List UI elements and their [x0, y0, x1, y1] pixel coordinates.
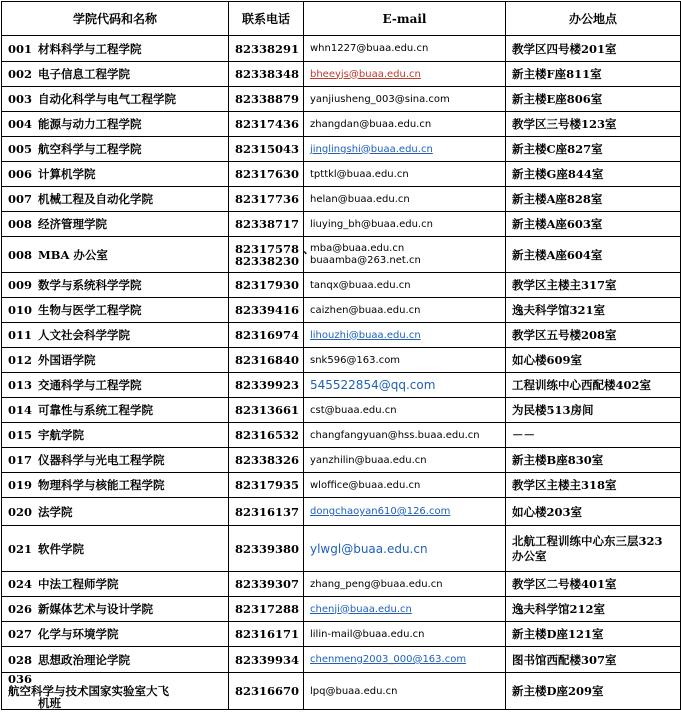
college-cell [2, 187, 229, 212]
phone-cell: 82339923 [229, 373, 304, 398]
table-row [2, 348, 681, 373]
college-code: 010 [8, 303, 33, 317]
address-cell: 逸夫科学馆321室 [506, 298, 681, 323]
email-cell: yanzhilin@buaa.edu.cn [304, 448, 506, 473]
table-row [2, 526, 681, 572]
phone-cell: 82316670 [229, 673, 304, 710]
college-cell [2, 473, 229, 498]
college-code: 028 [8, 652, 33, 667]
phone-cell: 82317630 [229, 162, 304, 187]
college-cell [2, 323, 229, 348]
college-name: 计算机学院 [38, 167, 96, 181]
college-name: MBA 办公室 [38, 247, 108, 262]
college-name: 中法工程师学院 [38, 577, 119, 591]
college-cell [2, 137, 229, 162]
phone-cell: 82316840 [229, 348, 304, 373]
college-cell [2, 273, 229, 298]
college-name: 机械工程及自动化学院 [38, 192, 153, 206]
college-code: 024 [8, 577, 33, 591]
email-cell: whn1227@buaa.edu.cn [304, 36, 506, 62]
college-name: 思想政治理论学院 [38, 652, 130, 667]
address-cell: 工程训练中心西配楼402室 [506, 373, 681, 398]
phone-cell: 82317288 [229, 597, 304, 622]
college-code: 026 [8, 602, 33, 616]
college-name: 法学院 [38, 504, 73, 519]
phone-cell: 82339934 [229, 647, 304, 673]
phone-cell: 82339307 [229, 572, 304, 597]
email-cell: zhangdan@buaa.edu.cn [304, 112, 506, 137]
email-link[interactable]: jinglingshi@buaa.edu.cn [304, 137, 506, 162]
address-cell: 图书馆西配楼307室 [506, 647, 681, 673]
table-row [2, 572, 681, 597]
table-row [2, 498, 681, 526]
email-cell: zhang_peng@buaa.edu.cn [304, 572, 506, 597]
college-name: 新媒体艺术与设计学院 [38, 602, 153, 616]
college-name: 物理科学与核能工程学院 [38, 478, 165, 492]
college-cell [2, 597, 229, 622]
email-cell: helan@buaa.edu.cn [304, 187, 506, 212]
phone-cell [229, 237, 315, 273]
email-cell: tpttkl@buaa.edu.cn [304, 162, 506, 187]
email-link[interactable]: dongchaoyan610@126.com [304, 498, 506, 526]
phone-cell: 82338291 [229, 36, 304, 62]
header-name: 学院代码和名称 [2, 2, 229, 36]
college-name: 数学与系统科学学院 [38, 278, 142, 292]
table-row [2, 473, 681, 498]
address-cell: －－ [506, 423, 681, 448]
email-link[interactable]: 545522854@qq.com [304, 373, 506, 398]
table-row [2, 298, 681, 323]
college-name: 交通科学与工程学院 [38, 378, 142, 392]
table-row [2, 212, 681, 237]
email-cell: snk596@163.com [304, 348, 506, 373]
table-row [2, 112, 681, 137]
phone-line-2: 82338230 [235, 253, 300, 268]
college-code: 014 [8, 403, 33, 417]
phone-cell: 82338348 [229, 62, 304, 87]
address-line: 北航工程训练中心东三层323 [512, 533, 663, 548]
header-email: E-mail [304, 2, 506, 36]
college-cell [2, 237, 229, 273]
address-cell: 如心楼609室 [506, 348, 681, 373]
email-cell: tanqx@buaa.edu.cn [304, 273, 506, 298]
phone-cell: 82317930 [229, 273, 304, 298]
address-line-2: 办公室 [512, 548, 547, 563]
address-cell: 教学区主楼主318室 [506, 473, 681, 498]
college-name-cont: 机班 [38, 696, 61, 710]
college-cell [2, 622, 229, 647]
college-code: 001 [8, 41, 33, 56]
college-code: 015 [8, 428, 33, 442]
college-code: 012 [8, 353, 33, 367]
address-cell: 教学区二号楼401室 [506, 572, 681, 597]
college-code: 020 [8, 504, 33, 519]
college-name: 可靠性与系统工程学院 [38, 403, 153, 417]
phone-cell: 82316137 [229, 498, 304, 526]
phone-cell: 82338717 [229, 212, 304, 237]
college-code: 009 [8, 278, 33, 292]
address-cell: 教学区四号楼201室 [506, 36, 681, 62]
email-line: mba@buaa.edu.cn [310, 242, 405, 254]
address-cell: 逸夫科学馆212室 [506, 597, 681, 622]
college-code: 008 [8, 247, 33, 262]
college-name: 经济管理学院 [38, 217, 107, 231]
address-cell: 新主楼A座603室 [506, 212, 681, 237]
email-cell: lilin-mail@buaa.edu.cn [304, 622, 506, 647]
email-cell: caizhen@buaa.edu.cn [304, 298, 506, 323]
college-cell [2, 647, 229, 673]
college-code: 011 [8, 328, 33, 342]
table-row [2, 398, 681, 423]
college-code: 027 [8, 627, 33, 641]
email-cell: cst@buaa.edu.cn [304, 398, 506, 423]
college-name: 人文社会科学学院 [38, 328, 130, 342]
address-cell: 新主楼A座604室 [506, 237, 681, 273]
college-cell [2, 348, 229, 373]
phone-cell: 82338879 [229, 87, 304, 112]
college-cell [2, 62, 229, 87]
header-address: 办公地点 [506, 2, 681, 36]
table-row [2, 647, 681, 673]
college-code: 006 [8, 167, 33, 181]
header-phone: 联系电话 [229, 2, 304, 36]
table-row [2, 373, 681, 398]
college-cell [2, 212, 229, 237]
address-cell [506, 526, 681, 572]
college-cell [2, 498, 229, 526]
email-cell: wloffice@buaa.edu.cn [304, 473, 506, 498]
college-name-line [8, 673, 222, 697]
phone-cell: 82316171 [229, 622, 304, 647]
address-cell: 教学区三号楼123室 [506, 112, 681, 137]
college-name: 自动化科学与电气工程学院 [38, 92, 176, 106]
college-name-line-2 [8, 697, 222, 709]
email-cell: yanjiusheng_003@sina.com [304, 87, 506, 112]
college-code: 036 [8, 672, 33, 686]
address-cell: 新主楼B座830室 [506, 448, 681, 473]
college-name: 航空科学与工程学院 [38, 142, 142, 156]
address-cell: 为民楼513房间 [506, 398, 681, 423]
phone-cell: 82315043 [229, 137, 304, 162]
address-cell: 新主楼D座209室 [506, 673, 681, 710]
header-row [2, 2, 681, 36]
address-cell: 新主楼A座828室 [506, 187, 681, 212]
table-row [2, 187, 681, 212]
college-name: 航空科学与技术国家实验室大飞 [8, 684, 169, 698]
address-cell: 新主楼F座811室 [506, 62, 681, 87]
college-code: 017 [8, 453, 33, 467]
college-cell [2, 526, 229, 572]
college-cell [2, 572, 229, 597]
phone-cell: 82313661 [229, 398, 304, 423]
address-cell: 教学区五号楼208室 [506, 323, 681, 348]
phone-cell: 82316532 [229, 423, 304, 448]
table-row [2, 273, 681, 298]
email-link[interactable]: lihouzhi@buaa.edu.cn [304, 323, 506, 348]
table-row [2, 597, 681, 622]
college-code: 008 [8, 217, 33, 231]
contact-table [1, 1, 681, 710]
college-code: 021 [8, 541, 33, 556]
email-link[interactable]: bheeyjs@buaa.edu.cn [304, 62, 506, 87]
email-cell: lpq@buaa.edu.cn [304, 673, 506, 710]
phone-cell: 82338326 [229, 448, 304, 473]
address-cell: 新主楼E座806室 [506, 87, 681, 112]
address-cell: 新主楼C座827室 [506, 137, 681, 162]
table-row [2, 323, 681, 348]
phone-cell: 82339380 [229, 526, 304, 572]
college-code: 005 [8, 142, 33, 156]
college-cell [2, 673, 229, 710]
email-link[interactable]: ylwgl@buaa.edu.cn [304, 526, 506, 572]
college-cell [2, 87, 229, 112]
phone-cell: 82317736 [229, 187, 304, 212]
college-code: 007 [8, 192, 33, 206]
college-cell [2, 112, 229, 137]
table-row [2, 162, 681, 187]
table-row [2, 137, 681, 162]
college-name: 宇航学院 [38, 428, 84, 442]
phone-cell: 82316974 [229, 323, 304, 348]
table-row [2, 423, 681, 448]
college-name: 能源与动力工程学院 [38, 117, 142, 131]
college-cell [2, 162, 229, 187]
college-code: 002 [8, 67, 33, 81]
phone-cell: 82339416 [229, 298, 304, 323]
college-code: 019 [8, 478, 33, 492]
college-name: 电子信息工程学院 [38, 67, 130, 81]
table-row [2, 36, 681, 62]
college-cell [2, 298, 229, 323]
college-cell [2, 448, 229, 473]
phone-cell: 82317935 [229, 473, 304, 498]
college-code: 013 [8, 378, 33, 392]
email-cell [304, 237, 506, 273]
address-cell: 如心楼203室 [506, 498, 681, 526]
college-name: 软件学院 [38, 541, 84, 556]
college-cell [2, 423, 229, 448]
college-cell [2, 373, 229, 398]
phone-cell: 82317436 [229, 112, 304, 137]
phone-line: 82317578 、 [235, 241, 315, 256]
college-name: 材料科学与工程学院 [38, 41, 142, 56]
email-line-2: buaamba@263.net.cn [310, 254, 421, 266]
college-code: 004 [8, 117, 33, 131]
college-cell [2, 398, 229, 423]
table-row [2, 87, 681, 112]
email-link[interactable]: chenji@buaa.edu.cn [304, 597, 506, 622]
table-row [2, 673, 681, 710]
college-name: 外国语学院 [38, 353, 96, 367]
college-name: 仪器科学与光电工程学院 [38, 453, 165, 467]
table-row [2, 237, 681, 273]
address-cell: 新主楼G座844室 [506, 162, 681, 187]
college-name: 生物与医学工程学院 [38, 303, 142, 317]
college-name: 化学与环境学院 [38, 627, 119, 641]
address-cell: 新主楼D座121室 [506, 622, 681, 647]
email-cell: changfangyuan@hss.buaa.edu.cn [304, 423, 506, 448]
address-cell: 教学区主楼主317室 [506, 273, 681, 298]
table-row [2, 622, 681, 647]
email-link[interactable]: chenmeng2003_000@163.com [304, 647, 506, 673]
college-code: 003 [8, 92, 33, 106]
email-cell: liuying_bh@buaa.edu.cn [304, 212, 506, 237]
table-row [2, 448, 681, 473]
college-cell [2, 36, 229, 62]
table-row [2, 62, 681, 87]
